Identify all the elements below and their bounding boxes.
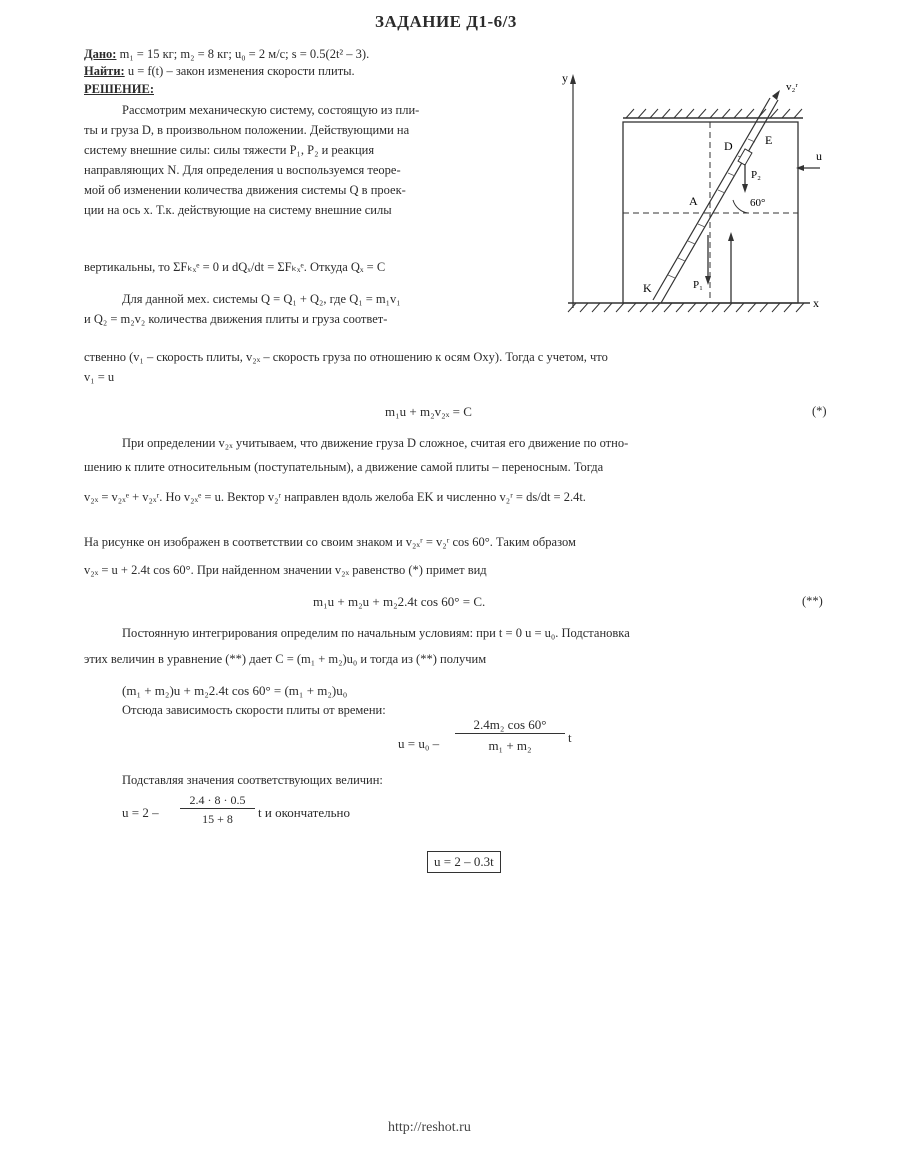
para1-line-4: направляющих N. Для определения u воспользуемся теоре- — [84, 163, 401, 177]
footer-url[interactable]: http://reshot.ru — [388, 1120, 471, 1135]
equation-5-numerator: 2.4 · 8 · 0.5 — [180, 793, 255, 809]
equation-4-numerator: 2.4m₂ cos 60° — [455, 717, 565, 734]
P1-label: P₁ — [693, 279, 703, 291]
para2-line-4: v₁ = u — [84, 370, 115, 384]
load-D — [738, 149, 752, 165]
para1-line-1: Рассмотрим механическую систему, состоящую из пли- — [122, 103, 420, 117]
N-arrow-head — [728, 232, 734, 241]
ceiling-hatching — [626, 109, 802, 118]
solution-label: РЕШЕНИЕ: — [84, 82, 154, 96]
angle-label: 60° — [750, 197, 766, 209]
point-E-label: E — [765, 133, 773, 147]
equation-4-denominator: m₁ + m₂ — [488, 738, 532, 753]
para2-line-1: Для данной мех. системы Q = Q₁ + Q₂, где Q₁ = m₁v₁ — [122, 292, 401, 306]
para1-line-2: ты и груза D, в произвольном положении. Действующими на — [84, 123, 410, 137]
v2r-label: v₂ʳ — [786, 81, 798, 93]
para3-line-2: шению к плите относительным (поступательным), а движение самой плиты – переносным. Тогда — [84, 460, 604, 474]
para1-line-3: систему внешние силы: силы тяжести P₁, P₂ и реакция — [84, 143, 375, 157]
mechanics-figure — [548, 60, 838, 330]
point-A-label: A — [689, 194, 698, 208]
para2-line-3: ственно (v₁ – скорость плиты, v₂ₓ – скорость груза по отношению к осям Oxy). Тогда с учетом, что — [84, 350, 608, 364]
point-K-label: K — [643, 281, 652, 295]
P2-label: P₂ — [751, 169, 761, 181]
para3-line-1: При определении v₂ₓ учитываем, что движение груза D сложное, считая его движение по отно- — [122, 436, 629, 450]
equation-1: m₁u + m₂v₂ₓ = C — [385, 404, 472, 419]
y-axis-label: y — [562, 71, 568, 85]
equation-2: m₁u + m₂u + m₂2.4t cos 60° = C. — [313, 594, 486, 609]
equation-2-number: (**) — [802, 594, 823, 608]
angle-arc — [733, 200, 748, 213]
P2-arrow-head — [742, 184, 748, 193]
find-text: u = f(t) – закон изменения скорости плиты. — [127, 64, 355, 78]
equation-5-denominator: 15 + 8 — [202, 812, 233, 826]
y-axis-arrow — [570, 74, 576, 84]
equation-5-right: t и окончательно — [258, 805, 350, 820]
para5: Отсюда зависимость скорости плиты от времени: — [122, 703, 386, 717]
given-label: Дано: — [84, 47, 117, 61]
x-axis-label: x — [813, 296, 819, 310]
find-label: Найти: — [84, 64, 125, 78]
para1-line-7: вертикальны, то ΣFₖₓᵉ = 0 и dQₓ/dt = ΣFₖₓᵉ. Откуда Qₓ = C — [84, 260, 386, 274]
u-arrow-head — [796, 165, 804, 171]
given-line — [84, 47, 369, 62]
para1-line-6: ции на ось x. Т.к. действующие на систему внешние силы — [84, 203, 392, 217]
para6: Подставляя значения соответствующих величин: — [122, 773, 383, 787]
para1-line-5: мой об изменении количества движения системы Q в проек- — [84, 183, 406, 197]
equation-1-number: (*) — [812, 404, 827, 418]
para3-line-5: v₂ₓ = u + 2.4t cos 60°. При найденном значении v₂ₓ равенство (*) примет вид — [84, 563, 487, 577]
para3-line-4: На рисунке он изображен в соответствии со своим знаком и v₂ₓʳ = v₂ʳ cos 60°. Таким образом — [84, 535, 576, 549]
equation-4-left: u = u₀ – — [398, 736, 440, 751]
para3-line-3: v₂ₓ = v₂ₓᵉ + v₂ₓʳ. Но v₂ₓᵉ = u. Вектор v₂ʳ направлен вдоль желоба EK и численно v₂ʳ = ds/dt = 2.4t. — [84, 490, 586, 504]
para4-line-2: этих величин в уравнение (**) дает C = (m₁ + m₂)u₀ и тогда из (**) получим — [84, 652, 487, 666]
para2-line-2: и Q₂ = m₂v₂ количества движения плиты и груза соответ- — [84, 312, 388, 326]
find-line — [84, 64, 355, 79]
ground-hatching — [568, 303, 804, 312]
para4-line-1: Постоянную интегрирования определим по начальным условиям: при t = 0 u = u₀. Подстановка — [122, 626, 630, 640]
given-text: m₁ = 15 кг; m₂ = 8 кг; u₀ = 2 м/с; s = 0.5(2t² – 3). — [119, 47, 370, 61]
u-label: u — [816, 149, 822, 163]
equation-3: (m₁ + m₂)u + m₂2.4t cos 60° = (m₁ + m₂)u₀ — [122, 683, 348, 698]
page-title: ЗАДАНИЕ Д1-6/3 — [375, 12, 517, 31]
equation-5-left: u = 2 – — [122, 805, 159, 820]
equation-4-right: t — [568, 730, 572, 745]
v2r-arrow — [772, 90, 780, 100]
answer-box: u = 2 – 0.3t — [427, 851, 501, 873]
point-D-label: D — [724, 139, 733, 153]
